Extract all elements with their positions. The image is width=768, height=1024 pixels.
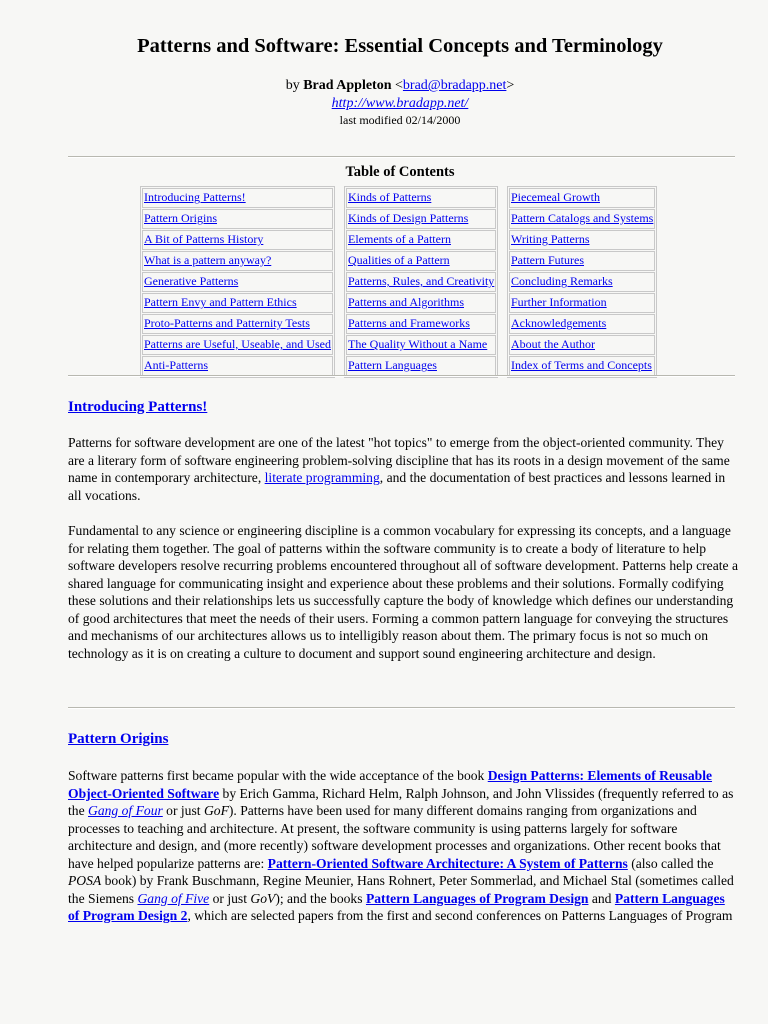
toc-link[interactable]: Acknowledgements xyxy=(511,316,607,330)
toc-link[interactable]: Pattern Envy and Pattern Ethics xyxy=(144,295,297,309)
toc-link[interactable]: Pattern Origins xyxy=(144,211,217,225)
toc-row xyxy=(142,209,333,229)
toc-cell xyxy=(509,335,655,355)
toc-cell xyxy=(509,230,655,250)
toc-row xyxy=(509,209,655,229)
book-link[interactable]: Design Patterns: Elements of Reusable Object-Oriented Software xyxy=(68,768,713,801)
toc-cell xyxy=(142,335,333,355)
paragraph: Fundamental to any science or engineering discipline is a common vocabulary for expressing its concepts, and a language for relating them together. The goal of patterns within the software community is to create a body of literature to help software developers resolve recurring problems encountered throughout all of software development. Patterns help create a shared language for communicating insight and experience about these problems and their solutions. Formally codifying these solutions and their relationships lets us successfully capture the body of knowledge which defines our understanding of good architectures that meet the needs of their users. Forming a common pattern language for conveying the structures and mechanisms of our architectures allows us to intelligibly reason about them. The primary focus is not so much on technology as it is on creating a culture to document and support sound engineering architecture and design. xyxy=(68,523,738,661)
toc-column-1 xyxy=(140,186,335,378)
book-link[interactable]: Pattern-Oriented Software Architecture: A System of Patterns xyxy=(267,855,628,871)
toc-title: Table of Contents xyxy=(345,164,455,180)
toc-link[interactable]: Pattern Languages xyxy=(348,358,437,372)
toc-row xyxy=(346,356,496,376)
toc-cell xyxy=(142,314,333,334)
toc-link[interactable]: Patterns and Frameworks xyxy=(348,316,470,330)
toc-link[interactable]: Piecemeal Growth xyxy=(511,190,600,204)
toc-cell xyxy=(346,293,496,313)
toc-row xyxy=(142,356,333,376)
toc-row xyxy=(142,188,333,208)
toc-row xyxy=(509,251,655,271)
toc-cell xyxy=(346,314,496,334)
toc-row xyxy=(142,251,333,271)
toc-row xyxy=(346,293,496,313)
author-email-link[interactable]: brad@bradapp.net xyxy=(402,78,507,93)
toc-cell xyxy=(509,293,655,313)
toc-link[interactable]: Patterns and Algorithms xyxy=(348,295,464,309)
toc-link[interactable]: Proto-Patterns and Patternity Tests xyxy=(144,316,310,330)
section-heading[interactable]: Pattern Origins xyxy=(68,731,169,747)
toc-row xyxy=(346,251,496,271)
toc-row xyxy=(346,335,496,355)
toc-link[interactable]: The Quality Without a Name xyxy=(348,337,488,351)
toc-link[interactable]: Patterns are Useful, Useable, and Used xyxy=(144,337,331,351)
toc-cell xyxy=(509,209,655,229)
gov-link[interactable]: Gang of Five xyxy=(137,890,210,906)
toc-column-3 xyxy=(507,186,657,378)
byline-by: by xyxy=(285,78,304,93)
toc-cell xyxy=(142,356,333,376)
toc-row xyxy=(346,272,496,292)
toc-link[interactable]: Further Information xyxy=(511,295,607,309)
section-heading[interactable]: Introducing Patterns! xyxy=(68,399,208,415)
divider xyxy=(68,156,735,158)
toc-link[interactable]: Kinds of Design Patterns xyxy=(348,211,469,225)
toc-row xyxy=(142,314,333,334)
toc-link[interactable]: Kinds of Patterns xyxy=(348,190,432,204)
toc-row xyxy=(346,188,496,208)
toc-row xyxy=(509,230,655,250)
toc-link[interactable]: Generative Patterns xyxy=(144,274,239,288)
toc-cell xyxy=(346,356,496,376)
toc-row xyxy=(346,209,496,229)
toc-row xyxy=(142,335,333,355)
literate-programming-link[interactable]: literate programming xyxy=(264,470,380,485)
toc-cell xyxy=(142,230,333,250)
book-link[interactable]: Pattern Languages of Program Design 2 xyxy=(68,890,725,923)
toc-cell xyxy=(346,188,496,208)
toc-link[interactable]: A Bit of Patterns History xyxy=(144,232,264,246)
toc-link[interactable]: Concluding Remarks xyxy=(511,274,613,288)
toc-row xyxy=(509,188,655,208)
toc-row xyxy=(509,293,655,313)
toc-link[interactable]: Pattern Catalogs and Systems xyxy=(511,211,654,225)
last-modified: last modified 02/14/2000 xyxy=(339,113,461,127)
author-name: Brad Appleton xyxy=(303,78,392,93)
toc-link[interactable]: Qualities of a Pattern xyxy=(348,253,450,267)
toc-cell xyxy=(509,272,655,292)
toc-row xyxy=(346,230,496,250)
toc-cell xyxy=(346,251,496,271)
toc-cell xyxy=(509,356,655,376)
toc-cell xyxy=(142,251,333,271)
divider xyxy=(68,707,735,709)
toc-row xyxy=(509,356,655,376)
toc-link[interactable]: Writing Patterns xyxy=(511,232,590,246)
toc-cell xyxy=(142,272,333,292)
toc-link[interactable]: Pattern Futures xyxy=(511,253,584,267)
toc-cell xyxy=(142,209,333,229)
toc-link[interactable]: About the Author xyxy=(511,337,595,351)
toc-row xyxy=(142,272,333,292)
toc-row xyxy=(346,314,496,334)
toc-link[interactable]: Patterns, Rules, and Creativity xyxy=(348,274,495,288)
divider xyxy=(68,375,735,377)
book-link[interactable]: Pattern Languages of Program Design xyxy=(365,890,589,906)
toc-cell xyxy=(509,251,655,271)
toc-cell xyxy=(142,293,333,313)
toc-cell xyxy=(346,230,496,250)
toc-link[interactable]: Index of Terms and Concepts xyxy=(511,358,652,372)
toc-cell xyxy=(346,272,496,292)
paragraph: Software patterns first became popular with the wide acceptance of the book Design Patterns: Elements of Reusable Object-Oriented Software by Erich Gamma, Richard Helm, Ralph Johnson, and John Vlissides (frequently referred to as the Gang of Four or just GoF). Patterns have been used for many different domains ranging from organizations and processes to teaching and architecture. At present, the software community is using patterns largely for software architecture and design, and (more recently) software development processes and organizations. Other recent books that have helped popularize patterns are: Pattern-Oriented Software Architecture: A System of Patterns (also called the POSA book) by Frank Buschmann, Regine Meunier, Hans Rohnert, Peter Sommerlad, and Michael Stal (sometimes called the Siemens Gang of Five or just GoV); and the books Pattern Languages of Program Design and Pattern Languages of Program Design 2, which are selected papers from the first and second conferences on Patterns Languages of Program xyxy=(68,768,734,923)
toc-cell xyxy=(346,335,496,355)
byline: by Brad Appleton <brad@bradapp.net> http://www.bradapp.net/ last modified 02/14/2000 xyxy=(0,77,768,127)
gof-link[interactable]: Gang of Four xyxy=(88,803,163,818)
toc-link[interactable]: Elements of a Pattern xyxy=(348,232,451,246)
toc-cell xyxy=(346,209,496,229)
toc-link[interactable]: What is a pattern anyway? xyxy=(144,253,272,267)
toc-link[interactable]: Anti-Patterns xyxy=(144,358,208,372)
page-title: Patterns and Software: Essential Concepts and Terminology xyxy=(137,35,663,57)
toc-row xyxy=(509,314,655,334)
toc-row xyxy=(509,335,655,355)
paragraph: Patterns for software development are one of the latest "hot topics" to emerge from the object-oriented community. They are a literary form of software engineering problem-solving discipline that has its roots in a design movement of the same name in contemporary architecture, literate programming, and the documentation of best practices and lessons learned in all vocations. xyxy=(68,435,730,503)
toc-link[interactable]: Introducing Patterns! xyxy=(144,190,246,204)
toc-row xyxy=(142,230,333,250)
toc-row xyxy=(509,272,655,292)
toc-row xyxy=(142,293,333,313)
toc-cell xyxy=(509,314,655,334)
toc-cell xyxy=(509,188,655,208)
toc-cell xyxy=(142,188,333,208)
author-url-link[interactable]: http://www.bradapp.net/ xyxy=(331,96,469,111)
toc-column-2 xyxy=(344,186,498,378)
